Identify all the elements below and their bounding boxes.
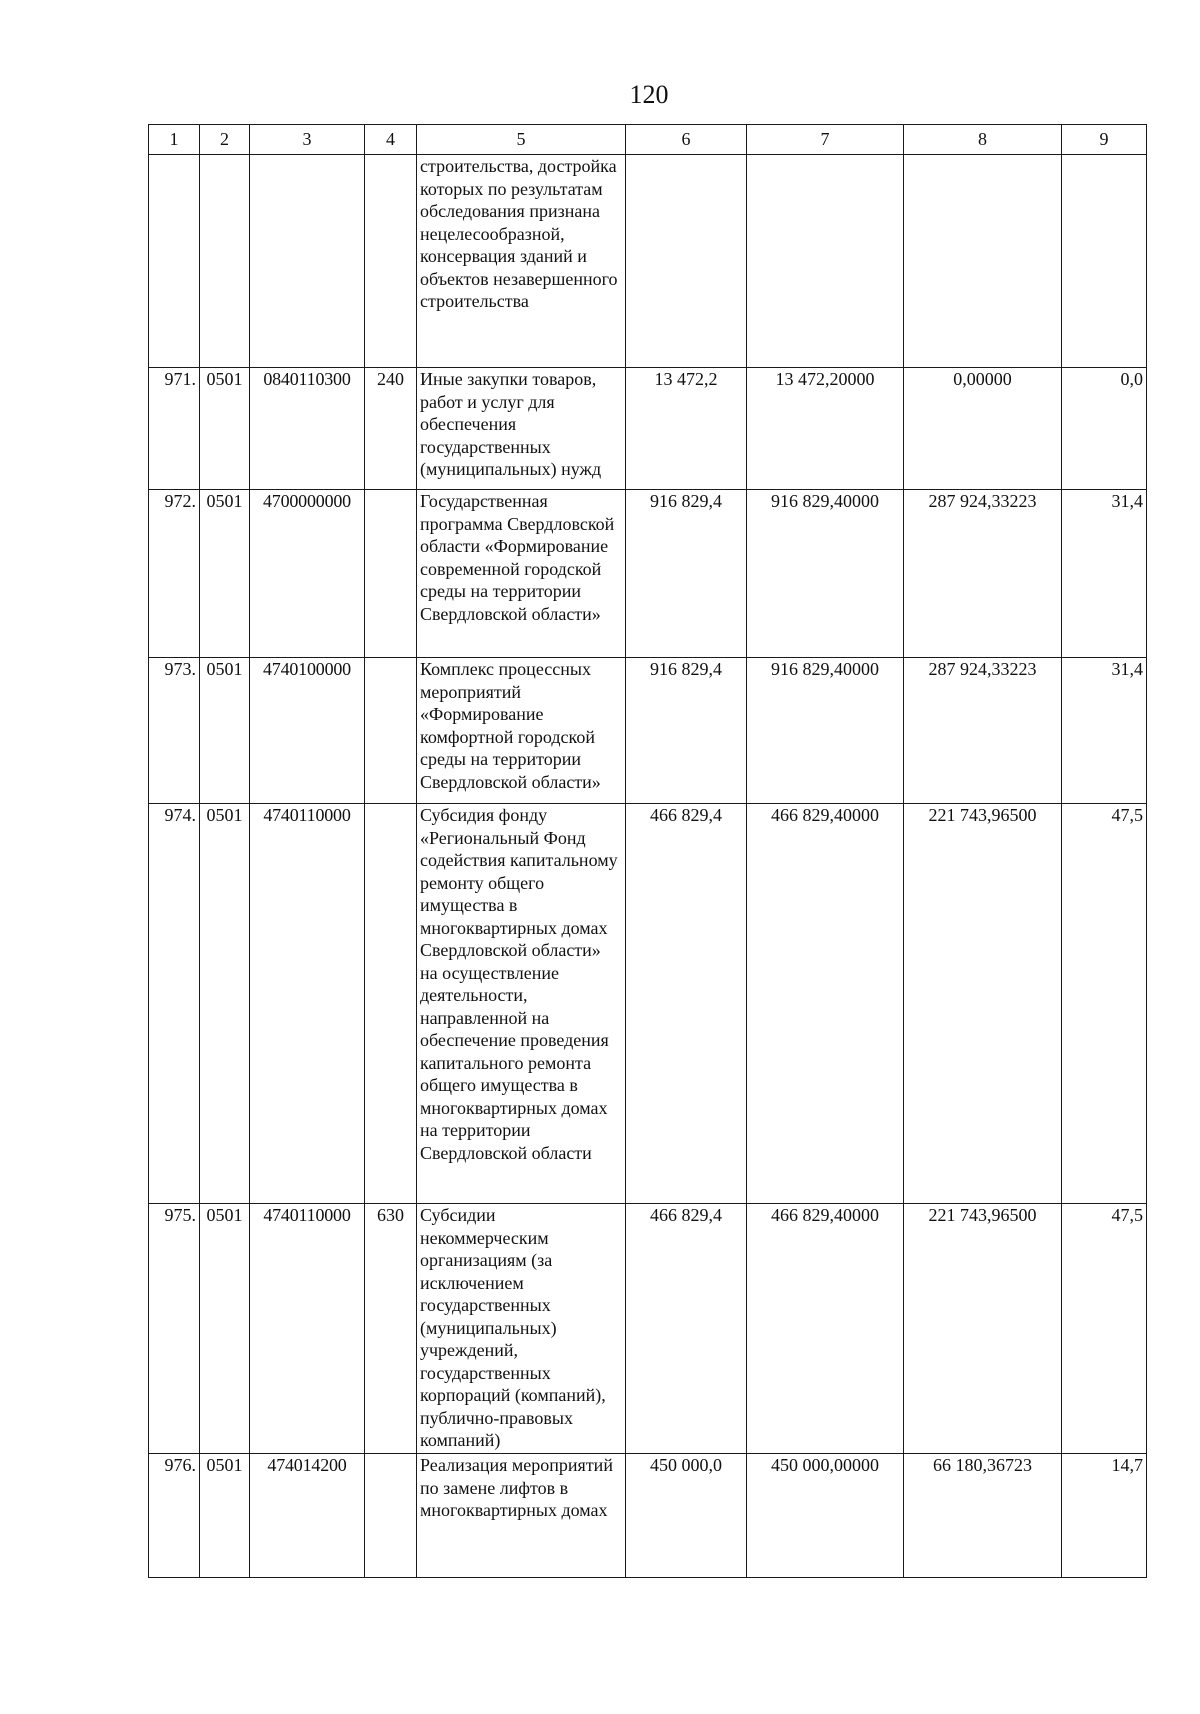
column-header: 9 <box>1062 125 1147 155</box>
target-article-code: 4700000000 <box>250 490 365 658</box>
value-col-7: 466 829,40000 <box>747 1204 904 1454</box>
section-code: 0501 <box>200 1454 250 1578</box>
value-col-8: 221 743,96500 <box>904 804 1062 1204</box>
value-col-8: 66 180,36723 <box>904 1454 1062 1578</box>
column-header: 8 <box>904 125 1062 155</box>
table-row <box>149 1454 1147 1578</box>
row-number <box>149 155 200 368</box>
item-name: Государственная программа Свердловской области «Формирование современной городской среды на территории Свердловской области» <box>417 490 626 658</box>
value-col-8 <box>904 155 1062 368</box>
row-number: 973. <box>149 658 200 804</box>
table-row <box>149 804 1147 1204</box>
value-col-7: 466 829,40000 <box>747 804 904 1204</box>
header-row <box>149 125 1147 155</box>
item-name: Иные закупки товаров, работ и услуг для обеспечения государственных (муниципальных) нужд <box>417 368 626 490</box>
item-name: строительства, достройка которых по результатам обследования признана нецелесообразной, консервация зданий и объектов незавершенного строительства <box>417 155 626 368</box>
column-header: 2 <box>200 125 250 155</box>
budget-table <box>148 124 1147 1578</box>
row-number: 972. <box>149 490 200 658</box>
row-number: 974. <box>149 804 200 1204</box>
value-col-7: 916 829,40000 <box>747 658 904 804</box>
value-col-8: 221 743,96500 <box>904 1204 1062 1454</box>
target-article-code: 4740110000 <box>250 804 365 1204</box>
target-article-code <box>250 155 365 368</box>
value-col-6 <box>626 155 747 368</box>
section-code: 0501 <box>200 490 250 658</box>
value-col-6: 916 829,4 <box>626 658 747 804</box>
section-code <box>200 155 250 368</box>
section-code: 0501 <box>200 658 250 804</box>
percent-col-9: 31,4 <box>1062 658 1147 804</box>
target-article-code: 474014200 <box>250 1454 365 1578</box>
expense-type-code <box>365 155 417 368</box>
table-row <box>149 490 1147 658</box>
table-row <box>149 155 1147 368</box>
value-col-8: 287 924,33223 <box>904 658 1062 804</box>
percent-col-9: 0,0 <box>1062 368 1147 490</box>
section-code: 0501 <box>200 804 250 1204</box>
table-row <box>149 368 1147 490</box>
target-article-code: 4740100000 <box>250 658 365 804</box>
value-col-6: 450 000,0 <box>626 1454 747 1578</box>
page-number: 120 <box>629 80 669 109</box>
target-article-code: 0840110300 <box>250 368 365 490</box>
expense-type-code <box>365 1454 417 1578</box>
value-col-8: 0,00000 <box>904 368 1062 490</box>
column-header: 7 <box>747 125 904 155</box>
value-col-6: 13 472,2 <box>626 368 747 490</box>
value-col-6: 466 829,4 <box>626 804 747 1204</box>
item-name: Комплекс процессных мероприятий «Формирование комфортной городской среды на территории Свердловской области» <box>417 658 626 804</box>
item-name: Субсидии некоммерческим организациям (за исключением государственных (муниципальных) учреждений, государственных корпораций (компаний), публично-правовых компаний) <box>417 1204 626 1454</box>
column-header: 6 <box>626 125 747 155</box>
section-code: 0501 <box>200 1204 250 1454</box>
percent-col-9: 47,5 <box>1062 1204 1147 1454</box>
table-row <box>149 1204 1147 1454</box>
item-name: Субсидия фонду «Региональный Фонд содействия капитальному ремонту общего имущества в многоквартирных домах Свердловской области» на осуществление деятельности, направленной на обеспечение проведения капитального ремонта общего имущества в многоквартирных домах на территории Свердловской области <box>417 804 626 1204</box>
expense-type-code <box>365 490 417 658</box>
row-number: 976. <box>149 1454 200 1578</box>
value-col-8: 287 924,33223 <box>904 490 1062 658</box>
value-col-7: 916 829,40000 <box>747 490 904 658</box>
column-header: 3 <box>250 125 365 155</box>
value-col-6: 466 829,4 <box>626 1204 747 1454</box>
percent-col-9: 14,7 <box>1062 1454 1147 1578</box>
percent-col-9: 47,5 <box>1062 804 1147 1204</box>
percent-col-9 <box>1062 155 1147 368</box>
table-row <box>149 658 1147 804</box>
column-header: 5 <box>417 125 626 155</box>
value-col-7 <box>747 155 904 368</box>
value-col-6: 916 829,4 <box>626 490 747 658</box>
expense-type-code: 240 <box>365 368 417 490</box>
row-number: 975. <box>149 1204 200 1454</box>
item-name: Реализация мероприятий по замене лифтов в многоквартирных домах <box>417 1454 626 1578</box>
column-header: 1 <box>149 125 200 155</box>
column-header: 4 <box>365 125 417 155</box>
percent-col-9: 31,4 <box>1062 490 1147 658</box>
section-code: 0501 <box>200 368 250 490</box>
value-col-7: 450 000,00000 <box>747 1454 904 1578</box>
target-article-code: 4740110000 <box>250 1204 365 1454</box>
expense-type-code: 630 <box>365 1204 417 1454</box>
value-col-7: 13 472,20000 <box>747 368 904 490</box>
expense-type-code <box>365 804 417 1204</box>
row-number: 971. <box>149 368 200 490</box>
expense-type-code <box>365 658 417 804</box>
